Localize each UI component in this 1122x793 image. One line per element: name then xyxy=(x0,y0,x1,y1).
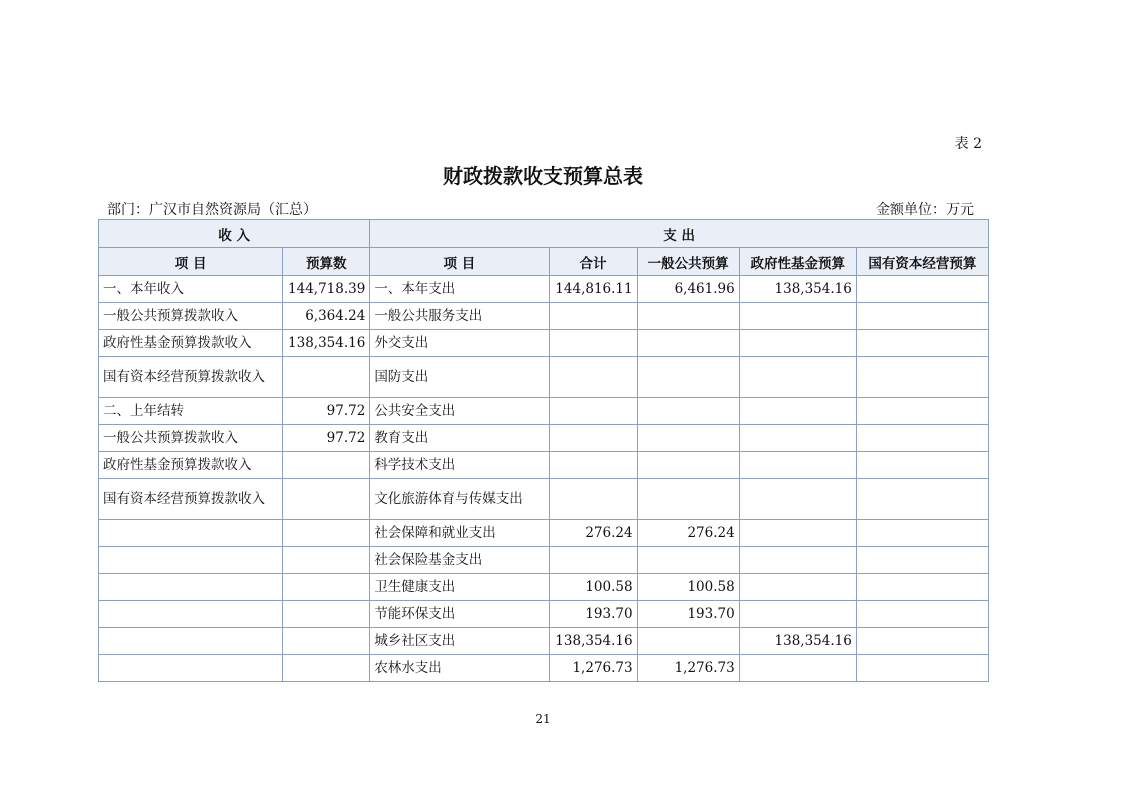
page-number: 21 xyxy=(535,712,551,726)
state-cell xyxy=(856,655,988,682)
fund-cell xyxy=(739,357,856,398)
income-amount: 6,364.24 xyxy=(283,303,370,330)
fund-cell xyxy=(739,520,856,547)
fund-cell xyxy=(739,425,856,452)
total-cell: 144,816.11 xyxy=(549,276,637,303)
income-item: 一、本年收入 xyxy=(99,276,283,303)
expense-item: 社会保险基金支出 xyxy=(370,547,549,574)
income-item xyxy=(99,574,283,601)
state-cell xyxy=(856,547,988,574)
income-amount xyxy=(283,357,370,398)
general-budget-header: 一般公共预算 xyxy=(637,248,739,276)
fund-cell: 138,354.16 xyxy=(739,628,856,655)
fund-cell xyxy=(739,303,856,330)
total-header: 合计 xyxy=(549,248,637,276)
income-item: 国有资本经营预算拨款收入 xyxy=(99,479,283,520)
budget-table xyxy=(98,219,989,682)
income-amount: 97.72 xyxy=(283,398,370,425)
expense-item: 城乡社区支出 xyxy=(370,628,549,655)
table-row xyxy=(99,520,989,547)
table-row xyxy=(99,479,989,520)
income-amount: 144,718.39 xyxy=(283,276,370,303)
income-header: 收 入 xyxy=(99,220,370,248)
income-budget-header: 预算数 xyxy=(283,248,370,276)
total-cell xyxy=(549,303,637,330)
expense-item: 文化旅游体育与传媒支出 xyxy=(370,479,549,520)
income-item xyxy=(99,655,283,682)
table-row xyxy=(99,574,989,601)
income-amount xyxy=(283,655,370,682)
income-item xyxy=(99,520,283,547)
unit-label: 金额单位：万元 xyxy=(876,202,974,218)
fund-cell xyxy=(739,479,856,520)
expense-item: 教育支出 xyxy=(370,425,549,452)
state-capital-header: 国有资本经营预算 xyxy=(856,248,988,276)
table-row xyxy=(99,330,989,357)
total-cell xyxy=(549,425,637,452)
income-item: 一般公共预算拨款收入 xyxy=(99,303,283,330)
state-cell xyxy=(856,357,988,398)
table-row xyxy=(99,398,989,425)
state-cell xyxy=(856,425,988,452)
total-cell xyxy=(549,357,637,398)
general-cell: 100.58 xyxy=(637,574,739,601)
expense-item: 外交支出 xyxy=(370,330,549,357)
state-cell xyxy=(856,520,988,547)
general-cell: 276.24 xyxy=(637,520,739,547)
fund-cell xyxy=(739,452,856,479)
income-amount xyxy=(283,628,370,655)
income-item: 政府性基金预算拨款收入 xyxy=(99,330,283,357)
table-row xyxy=(99,357,989,398)
expense-item: 卫生健康支出 xyxy=(370,574,549,601)
fund-cell xyxy=(739,330,856,357)
total-cell xyxy=(549,547,637,574)
income-item-header: 项 目 xyxy=(99,248,283,276)
table-row xyxy=(99,303,989,330)
state-cell xyxy=(856,330,988,357)
total-cell xyxy=(549,479,637,520)
page-title: 财政拨款收支预算总表 xyxy=(443,164,643,188)
expense-item: 农林水支出 xyxy=(370,655,549,682)
general-cell xyxy=(637,330,739,357)
income-item: 政府性基金预算拨款收入 xyxy=(99,452,283,479)
income-amount xyxy=(283,479,370,520)
expense-item: 科学技术支出 xyxy=(370,452,549,479)
state-cell xyxy=(856,452,988,479)
expense-header: 支 出 xyxy=(370,220,989,248)
general-cell: 193.70 xyxy=(637,601,739,628)
total-cell: 138,354.16 xyxy=(549,628,637,655)
expense-item: 公共安全支出 xyxy=(370,398,549,425)
fund-cell xyxy=(739,574,856,601)
general-cell xyxy=(637,628,739,655)
income-amount xyxy=(283,547,370,574)
total-cell: 1,276.73 xyxy=(549,655,637,682)
total-cell: 276.24 xyxy=(549,520,637,547)
table-row xyxy=(99,425,989,452)
state-cell xyxy=(856,303,988,330)
fund-budget-header: 政府性基金预算 xyxy=(739,248,856,276)
fund-cell: 138,354.16 xyxy=(739,276,856,303)
expense-item: 社会保障和就业支出 xyxy=(370,520,549,547)
general-cell xyxy=(637,452,739,479)
state-cell xyxy=(856,574,988,601)
income-amount xyxy=(283,601,370,628)
expense-item: 国防支出 xyxy=(370,357,549,398)
general-cell xyxy=(637,303,739,330)
income-item xyxy=(99,601,283,628)
fund-cell xyxy=(739,601,856,628)
income-amount: 97.72 xyxy=(283,425,370,452)
table-row xyxy=(99,452,989,479)
income-amount xyxy=(283,574,370,601)
table-number: 表 2 xyxy=(954,136,982,152)
state-cell xyxy=(856,398,988,425)
state-cell xyxy=(856,276,988,303)
state-cell xyxy=(856,479,988,520)
state-cell xyxy=(856,628,988,655)
department-label: 部门：广汉市自然资源局（汇总） xyxy=(107,202,317,218)
total-cell xyxy=(549,452,637,479)
total-cell xyxy=(549,398,637,425)
income-item: 二、上年结转 xyxy=(99,398,283,425)
expense-item: 一、本年支出 xyxy=(370,276,549,303)
income-amount: 138,354.16 xyxy=(283,330,370,357)
expense-item: 节能环保支出 xyxy=(370,601,549,628)
general-cell xyxy=(637,425,739,452)
general-cell: 6,461.96 xyxy=(637,276,739,303)
income-item xyxy=(99,628,283,655)
fund-cell xyxy=(739,655,856,682)
total-cell: 100.58 xyxy=(549,574,637,601)
income-amount xyxy=(283,520,370,547)
income-item xyxy=(99,547,283,574)
general-cell xyxy=(637,398,739,425)
general-cell xyxy=(637,547,739,574)
table-row xyxy=(99,601,989,628)
fund-cell xyxy=(739,547,856,574)
fund-cell xyxy=(739,398,856,425)
general-cell xyxy=(637,357,739,398)
table-row xyxy=(99,628,989,655)
income-amount xyxy=(283,452,370,479)
total-cell: 193.70 xyxy=(549,601,637,628)
income-item: 一般公共预算拨款收入 xyxy=(99,425,283,452)
state-cell xyxy=(856,601,988,628)
expense-item-header: 项 目 xyxy=(370,248,549,276)
table-row xyxy=(99,655,989,682)
income-item: 国有资本经营预算拨款收入 xyxy=(99,357,283,398)
general-cell: 1,276.73 xyxy=(637,655,739,682)
total-cell xyxy=(549,330,637,357)
table-row xyxy=(99,547,989,574)
expense-item: 一般公共服务支出 xyxy=(370,303,549,330)
table-row xyxy=(99,276,989,303)
general-cell xyxy=(637,479,739,520)
